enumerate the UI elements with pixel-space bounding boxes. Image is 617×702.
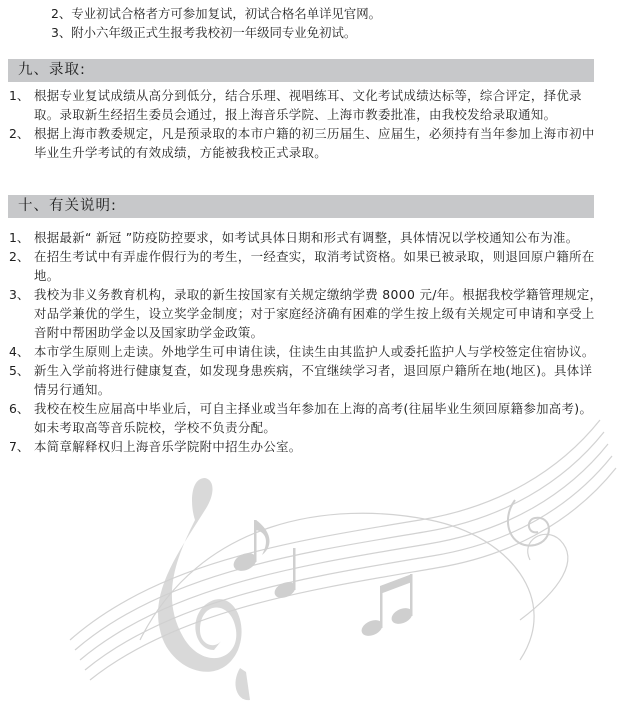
notes-list [9,228,604,456]
item-text: 根据最新“ 新冠 ”防疫防控要求，如考试具体日期和形式有调整，具体情况以学校通知公布为准。 [34,230,579,245]
list-item [9,342,604,361]
section-heading-admission [8,59,594,82]
item-text: 新生入学前将进行健康复查，如发现身患疾病，不宜继续学习者，退回原户籍所在地(地区)。具体详情另行通知。 [34,363,593,397]
item-text: 我校为非义务教育机构，录取的新生按国家有关规定缴纳学费 8000 元/年。根据我校学籍管理规定，对品学兼优的学生，设立奖学金制度；对于家庭经济确有困难的学生按上级有关规定可申请和享受上音附中帮困助学金以及国家助学金政策。 [34,287,603,340]
item-number: 2、 [9,249,30,264]
section-heading-text: 十、有关说明: [18,198,117,214]
item-text: 本简章解释权归上海音乐学院附中招生办公室。 [34,439,302,454]
intro-line: 2、专业初试合格者方可参加复试，初试合格名单详见官网。 [51,6,382,21]
list-item [9,228,604,247]
item-number: 4、 [9,344,30,359]
list-item [9,86,604,124]
section-heading-notes [8,195,594,218]
item-text: 我校在校生应届高中毕业后，可自主择业或当年参加在上海的高考(往届毕业生须回原籍参加高考)。如未考取高等音乐院校，学校不负责分配。 [34,401,593,435]
admission-list [9,86,604,162]
list-item [9,247,604,285]
intro-lines [51,4,601,42]
item-text: 在招生考试中有弄虚作假行为的考生，一经查实，取消考试资格。如果已被录取，则退回原户籍所在地。 [34,249,595,283]
list-item [9,437,604,456]
item-number: 3、 [9,287,30,302]
section-heading-text: 九、录取: [18,62,86,78]
intro-line: 3、附小六年级正式生报考我校初一年级同专业免初试。 [51,25,357,40]
item-text: 本市学生原则上走读。外地学生可申请住读，住读生由其监护人或委托监护人与学校签定住宿协议。 [34,344,595,359]
item-number: 1、 [9,88,30,103]
list-item [9,361,604,399]
item-number: 2、 [9,126,30,141]
item-text: 根据上海市教委规定，凡是预录取的本市户籍的初三历届生、应届生，必须持有当年参加上海市初中毕业生升学考试的有效成绩，方能被我校正式录取。 [34,126,595,160]
item-number: 7、 [9,439,30,454]
item-number: 1、 [9,230,30,245]
list-item [9,124,604,162]
list-item [9,285,604,342]
item-text: 根据专业复试成绩从高分到低分，结合乐理、视唱练耳、文化考试成绩达标等，综合评定，择优录取。录取新生经招生委员会通过，报上海音乐学院、上海市教委批准，由我校发给录取通知。 [34,88,582,122]
item-number: 5、 [9,363,30,378]
item-number: 6、 [9,401,30,416]
list-item [9,399,604,437]
